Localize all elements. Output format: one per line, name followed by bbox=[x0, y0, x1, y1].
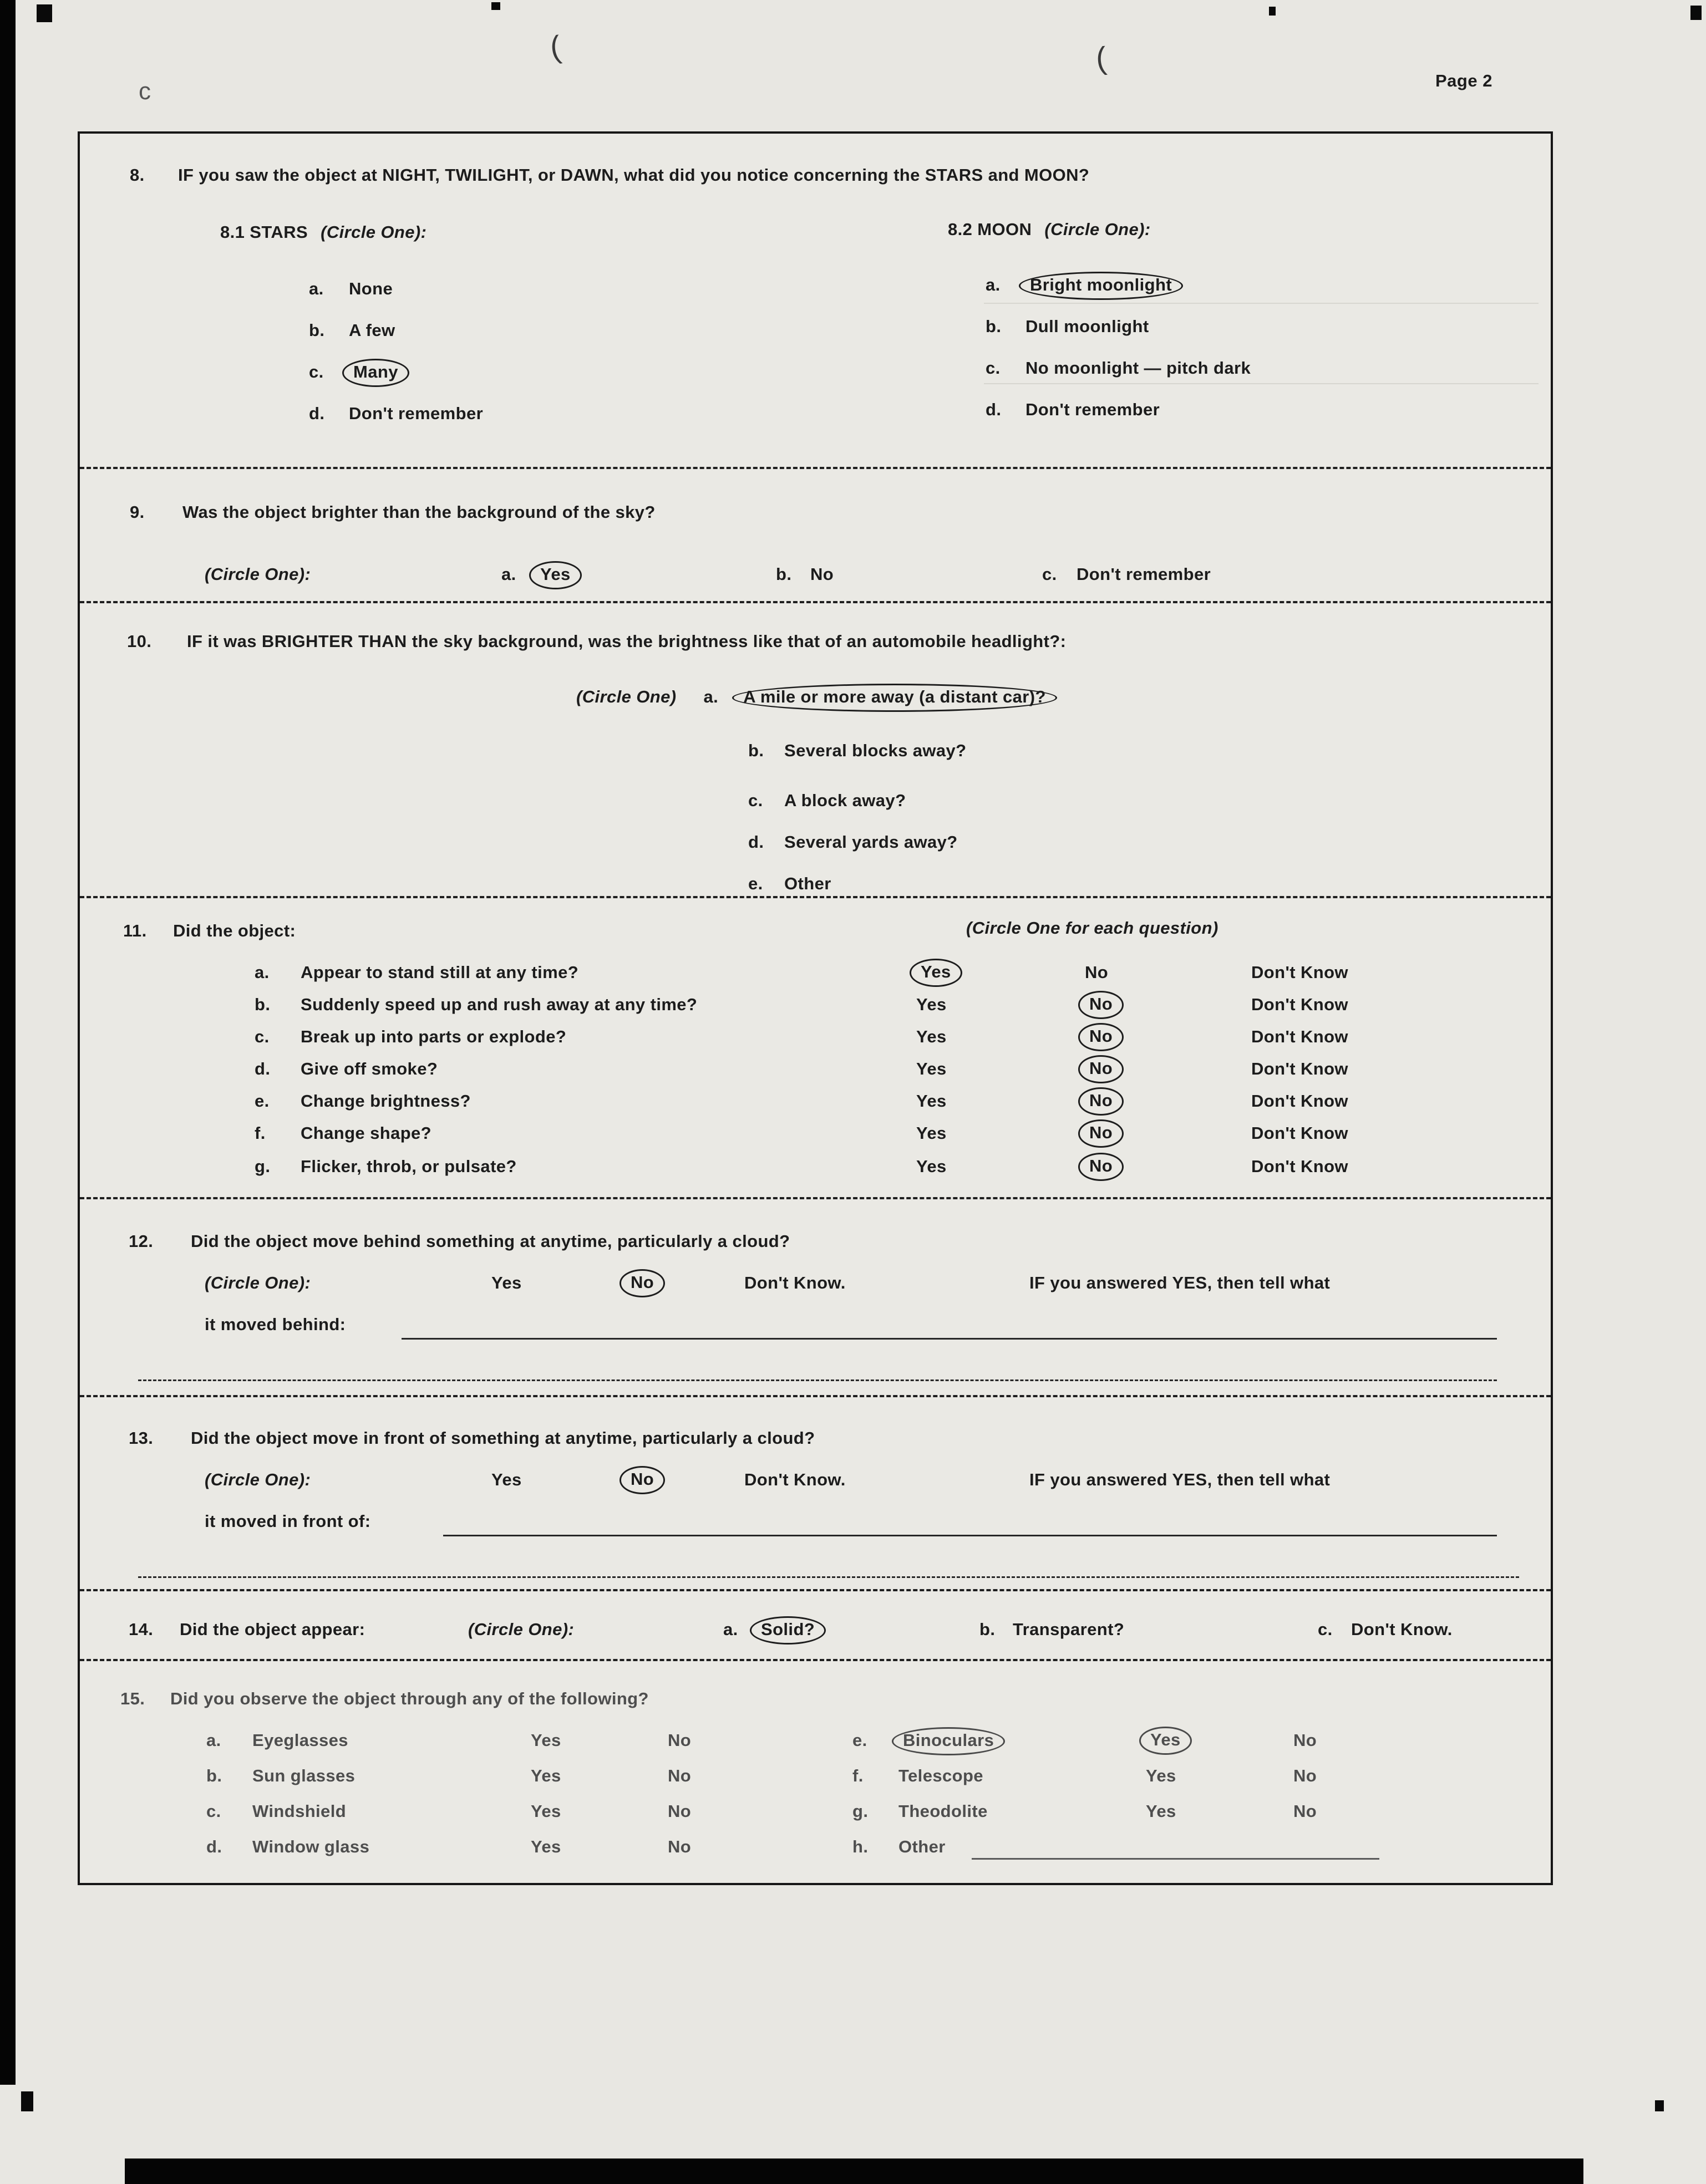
q11-row-d-dk: Don't Know bbox=[1251, 1059, 1348, 1078]
option-letter: f. bbox=[255, 1123, 266, 1143]
option-label: Bright moonlight bbox=[1019, 272, 1183, 300]
row-question: Change shape? bbox=[301, 1123, 432, 1143]
q11-row-c-question bbox=[255, 1027, 566, 1047]
q15-item-f bbox=[852, 1766, 983, 1786]
q9-question-text: Was the object brighter than the background of the sky? bbox=[182, 502, 656, 522]
q14-number: 14. bbox=[129, 1620, 154, 1639]
q12-prompt: it moved behind: bbox=[205, 1315, 346, 1334]
q10-option-b bbox=[748, 741, 967, 761]
q15-question-text: Did you observe the object through any of the following? bbox=[170, 1689, 649, 1708]
scan-edge-bottom bbox=[125, 2158, 1583, 2184]
q12-number: 12. bbox=[129, 1231, 154, 1251]
q15-other-line bbox=[972, 1858, 1379, 1860]
option-label: Many bbox=[342, 359, 409, 387]
option-letter: b. bbox=[748, 741, 764, 760]
option-label: Yes bbox=[529, 561, 582, 589]
option-letter: a. bbox=[703, 687, 719, 706]
row-question: Suddenly speed up and rush away at any time? bbox=[301, 995, 698, 1014]
option-label: Window glass bbox=[252, 1837, 370, 1856]
q8-moon-option-d bbox=[986, 400, 1160, 420]
q12-if-yes-text: IF you answered YES, then tell what bbox=[1029, 1273, 1331, 1292]
q11-row-b-question bbox=[255, 995, 697, 1015]
q11-row-a-no: No bbox=[1085, 963, 1109, 982]
q11-row-b-no: No bbox=[1078, 991, 1124, 1019]
option-letter: c. bbox=[1042, 564, 1057, 584]
bleed-line bbox=[984, 303, 1539, 304]
q15-item-h bbox=[852, 1837, 946, 1857]
option-label: Sun glasses bbox=[252, 1766, 356, 1785]
pen-mark: c bbox=[139, 78, 151, 105]
q12-dont-know: Don't Know. bbox=[744, 1273, 846, 1292]
q15-item-e bbox=[852, 1730, 998, 1752]
option-label: Solid? bbox=[750, 1616, 826, 1645]
option-label: Theodolite bbox=[898, 1801, 988, 1821]
option-letter: g. bbox=[255, 1157, 271, 1176]
q8-number: 8. bbox=[130, 165, 145, 185]
pen-mark: ( bbox=[547, 29, 563, 65]
option-label: A mile or more away (a distant car)? bbox=[732, 684, 1057, 712]
q15-number: 15. bbox=[120, 1689, 145, 1708]
row-question: Break up into parts or explode? bbox=[301, 1027, 567, 1046]
option-label: No bbox=[810, 564, 834, 584]
q14-option-b bbox=[979, 1620, 1124, 1640]
option-label: None bbox=[349, 279, 393, 298]
option-label: Windshield bbox=[252, 1801, 347, 1821]
q10-question-text: IF it was BRIGHTER THAN the sky background, was the brightness like that of an automobile headlight?: bbox=[187, 632, 1067, 651]
option-label: A block away? bbox=[784, 791, 906, 810]
option-letter: d. bbox=[986, 400, 1002, 419]
option-label: Telescope bbox=[898, 1766, 983, 1785]
q15-item-a-yes: Yes bbox=[531, 1730, 561, 1750]
q11-row-f-dk: Don't Know bbox=[1251, 1123, 1348, 1143]
option-letter: a. bbox=[206, 1730, 221, 1750]
option-letter: g. bbox=[852, 1801, 869, 1821]
q11-row-f-no: No bbox=[1078, 1119, 1124, 1148]
section-divider bbox=[80, 467, 1551, 469]
q11-row-d-no: No bbox=[1078, 1055, 1124, 1083]
q15-item-a-no: No bbox=[668, 1730, 692, 1750]
option-label: Eyeglasses bbox=[252, 1730, 348, 1750]
q12-circle-one: (Circle One): bbox=[205, 1273, 311, 1292]
q15-item-g bbox=[852, 1801, 988, 1821]
q10-number: 10. bbox=[127, 632, 152, 651]
q8-stars-heading bbox=[220, 222, 426, 242]
q10-option-a bbox=[576, 687, 1050, 708]
q11-row-e-question bbox=[255, 1091, 471, 1111]
q14-option-c bbox=[1318, 1620, 1453, 1640]
option-label: No moonlight — pitch dark bbox=[1025, 358, 1251, 378]
q11-row-c-dk: Don't Know bbox=[1251, 1027, 1348, 1046]
q13-number: 13. bbox=[129, 1428, 154, 1448]
q13-prompt: it moved in front of: bbox=[205, 1511, 371, 1531]
q11-row-a-question bbox=[255, 963, 578, 982]
scan-speck bbox=[37, 4, 52, 22]
q9-circle-one: (Circle One): bbox=[205, 564, 311, 584]
q15-item-b-no: No bbox=[668, 1766, 692, 1785]
option-letter: c. bbox=[986, 358, 1001, 378]
q14-question-text: Did the object appear: bbox=[180, 1620, 365, 1639]
bleed-line bbox=[984, 383, 1539, 384]
q11-row-b-yes: Yes bbox=[916, 995, 947, 1014]
option-letter: b. bbox=[979, 1620, 996, 1639]
q13-answer-line bbox=[443, 1535, 1497, 1536]
option-letter: c. bbox=[206, 1801, 221, 1821]
q11-row-b-dk: Don't Know bbox=[1251, 995, 1348, 1014]
q15-item-b-yes: Yes bbox=[531, 1766, 561, 1785]
q13-dont-know: Don't Know. bbox=[744, 1470, 846, 1489]
option-letter: d. bbox=[309, 404, 325, 423]
option-letter: e. bbox=[748, 874, 763, 893]
q15-item-c-no: No bbox=[668, 1801, 692, 1821]
questionnaire-border-box bbox=[78, 131, 1553, 1885]
option-letter: b. bbox=[986, 317, 1002, 336]
q8-stars-option-b bbox=[309, 320, 395, 340]
q8-moon-circle-one: (Circle One): bbox=[1044, 220, 1151, 239]
q13-if-yes-text: IF you answered YES, then tell what bbox=[1029, 1470, 1331, 1489]
option-letter: e. bbox=[852, 1730, 867, 1750]
q15-item-c bbox=[206, 1801, 346, 1821]
q15-item-g-yes: Yes bbox=[1146, 1801, 1176, 1821]
q11-row-g-yes: Yes bbox=[916, 1157, 947, 1176]
option-label: Don't remember bbox=[349, 404, 484, 423]
option-letter: d. bbox=[748, 832, 764, 852]
section-divider bbox=[80, 601, 1551, 603]
q9-number: 9. bbox=[130, 502, 145, 522]
scan-speck bbox=[491, 2, 500, 10]
option-label: Don't remember bbox=[1077, 564, 1211, 584]
q10-option-c bbox=[748, 791, 906, 811]
q8-question-text: IF you saw the object at NIGHT, TWILIGHT, or DAWN, what did you notice concerning the STARS and MOON? bbox=[178, 165, 1090, 185]
q10-circle-one: (Circle One) bbox=[576, 687, 677, 706]
option-label: Don't Know. bbox=[1351, 1620, 1453, 1639]
q15-item-f-no: No bbox=[1293, 1766, 1317, 1785]
q8-moon-option-a bbox=[986, 275, 1176, 296]
q11-row-g-no: No bbox=[1078, 1153, 1124, 1181]
option-letter: d. bbox=[206, 1837, 222, 1856]
q11-row-g-dk: Don't Know bbox=[1251, 1157, 1348, 1176]
q8-moon-option-c bbox=[986, 358, 1251, 378]
q8-moon-heading-label: 8.2 MOON bbox=[948, 220, 1032, 239]
option-letter: c. bbox=[309, 362, 324, 381]
q11-instruction: (Circle One for each question) bbox=[966, 918, 1218, 938]
option-letter: b. bbox=[255, 995, 271, 1014]
q12-answer-line-2 bbox=[138, 1379, 1497, 1381]
option-letter: a. bbox=[986, 275, 1001, 294]
section-divider bbox=[80, 1197, 1551, 1199]
section-divider bbox=[80, 1659, 1551, 1661]
scan-speck bbox=[1690, 6, 1702, 20]
option-letter: b. bbox=[206, 1766, 222, 1785]
row-question: Change brightness? bbox=[301, 1091, 471, 1111]
option-letter: a. bbox=[309, 279, 324, 298]
q11-row-a-yes: Yes bbox=[910, 959, 962, 987]
scan-speck bbox=[1269, 7, 1276, 16]
q11-question-text: Did the object: bbox=[173, 921, 296, 940]
q8-stars-option-c bbox=[309, 362, 403, 383]
q11-row-d-question bbox=[255, 1059, 438, 1079]
q12-answer-line bbox=[402, 1338, 1497, 1340]
q11-row-f-question bbox=[255, 1123, 431, 1143]
section-divider bbox=[80, 1395, 1551, 1397]
section-divider bbox=[80, 1589, 1551, 1591]
option-label: Dull moonlight bbox=[1025, 317, 1149, 336]
q12-yes: Yes bbox=[491, 1273, 522, 1292]
q8-moon-option-b bbox=[986, 317, 1149, 337]
row-question: Flicker, throb, or pulsate? bbox=[301, 1157, 517, 1176]
q12-no: No bbox=[620, 1269, 665, 1297]
option-letter: h. bbox=[852, 1837, 869, 1856]
q9-option-a bbox=[501, 564, 575, 586]
q11-row-f-yes: Yes bbox=[916, 1123, 947, 1143]
q11-row-c-yes: Yes bbox=[916, 1027, 947, 1046]
q15-item-g-no: No bbox=[1293, 1801, 1317, 1821]
q11-row-e-dk: Don't Know bbox=[1251, 1091, 1348, 1111]
q15-item-e-no: No bbox=[1293, 1730, 1317, 1750]
q13-no: No bbox=[620, 1466, 665, 1494]
q15-item-d bbox=[206, 1837, 369, 1857]
section-divider bbox=[80, 896, 1551, 898]
q15-item-b bbox=[206, 1766, 355, 1786]
option-letter: b. bbox=[309, 320, 325, 340]
q11-number: 11. bbox=[123, 921, 147, 940]
q11-row-g-question bbox=[255, 1157, 517, 1177]
option-letter: b. bbox=[776, 564, 792, 584]
q8-stars-option-a bbox=[309, 279, 393, 299]
option-letter: c. bbox=[255, 1027, 270, 1046]
pen-mark: ( bbox=[1094, 40, 1108, 76]
q15-item-c-yes: Yes bbox=[531, 1801, 561, 1821]
option-label: Several yards away? bbox=[784, 832, 958, 852]
scan-speck bbox=[21, 2091, 33, 2111]
option-label: Several blocks away? bbox=[784, 741, 967, 760]
option-letter: d. bbox=[255, 1059, 271, 1078]
q8-stars-heading-label: 8.1 STARS bbox=[220, 222, 308, 242]
q13-question-text: Did the object move in front of something at anytime, particularly a cloud? bbox=[191, 1428, 815, 1448]
q11-row-d-yes: Yes bbox=[916, 1059, 947, 1078]
option-letter: f. bbox=[852, 1766, 864, 1785]
q8-moon-heading bbox=[948, 220, 1151, 240]
q10-option-d bbox=[748, 832, 958, 852]
q14-option-a bbox=[723, 1620, 819, 1641]
q15-item-e-yes: Yes bbox=[1139, 1727, 1192, 1755]
q11-row-e-yes: Yes bbox=[916, 1091, 947, 1111]
q11-row-e-no: No bbox=[1078, 1087, 1124, 1116]
q11-row-c-no: No bbox=[1078, 1023, 1124, 1051]
q15-item-d-no: No bbox=[668, 1837, 692, 1856]
option-label: Don't remember bbox=[1025, 400, 1160, 419]
q13-circle-one: (Circle One): bbox=[205, 1470, 311, 1489]
q8-stars-circle-one: (Circle One): bbox=[321, 222, 427, 242]
q12-question-text: Did the object move behind something at anytime, particularly a cloud? bbox=[191, 1231, 790, 1251]
q11-row-a-dk: Don't Know bbox=[1251, 963, 1348, 982]
option-letter: a. bbox=[501, 564, 516, 584]
page-number-label: Page 2 bbox=[1435, 71, 1492, 90]
q13-yes: Yes bbox=[491, 1470, 522, 1489]
q10-option-e bbox=[748, 874, 831, 894]
row-question: Appear to stand still at any time? bbox=[301, 963, 579, 982]
q8-stars-option-d bbox=[309, 404, 483, 424]
scan-edge-left bbox=[0, 0, 16, 2085]
option-label: Other bbox=[898, 1837, 946, 1856]
option-letter: c. bbox=[748, 791, 763, 810]
q15-item-f-yes: Yes bbox=[1146, 1766, 1176, 1785]
q14-circle-one: (Circle One): bbox=[468, 1620, 575, 1639]
option-label: Transparent? bbox=[1013, 1620, 1125, 1639]
row-question: Give off smoke? bbox=[301, 1059, 438, 1078]
option-letter: e. bbox=[255, 1091, 270, 1111]
option-letter: c. bbox=[1318, 1620, 1333, 1639]
q15-item-d-yes: Yes bbox=[531, 1837, 561, 1856]
option-letter: a. bbox=[723, 1620, 738, 1639]
scan-speck bbox=[1655, 2100, 1664, 2111]
option-label: Binoculars bbox=[892, 1727, 1005, 1755]
q9-option-b bbox=[776, 564, 834, 584]
option-label: Other bbox=[784, 874, 831, 893]
q9-option-c bbox=[1042, 564, 1211, 584]
q15-item-a bbox=[206, 1730, 348, 1750]
option-letter: a. bbox=[255, 963, 270, 982]
q13-answer-line-2 bbox=[138, 1576, 1519, 1578]
option-label: A few bbox=[349, 320, 395, 340]
